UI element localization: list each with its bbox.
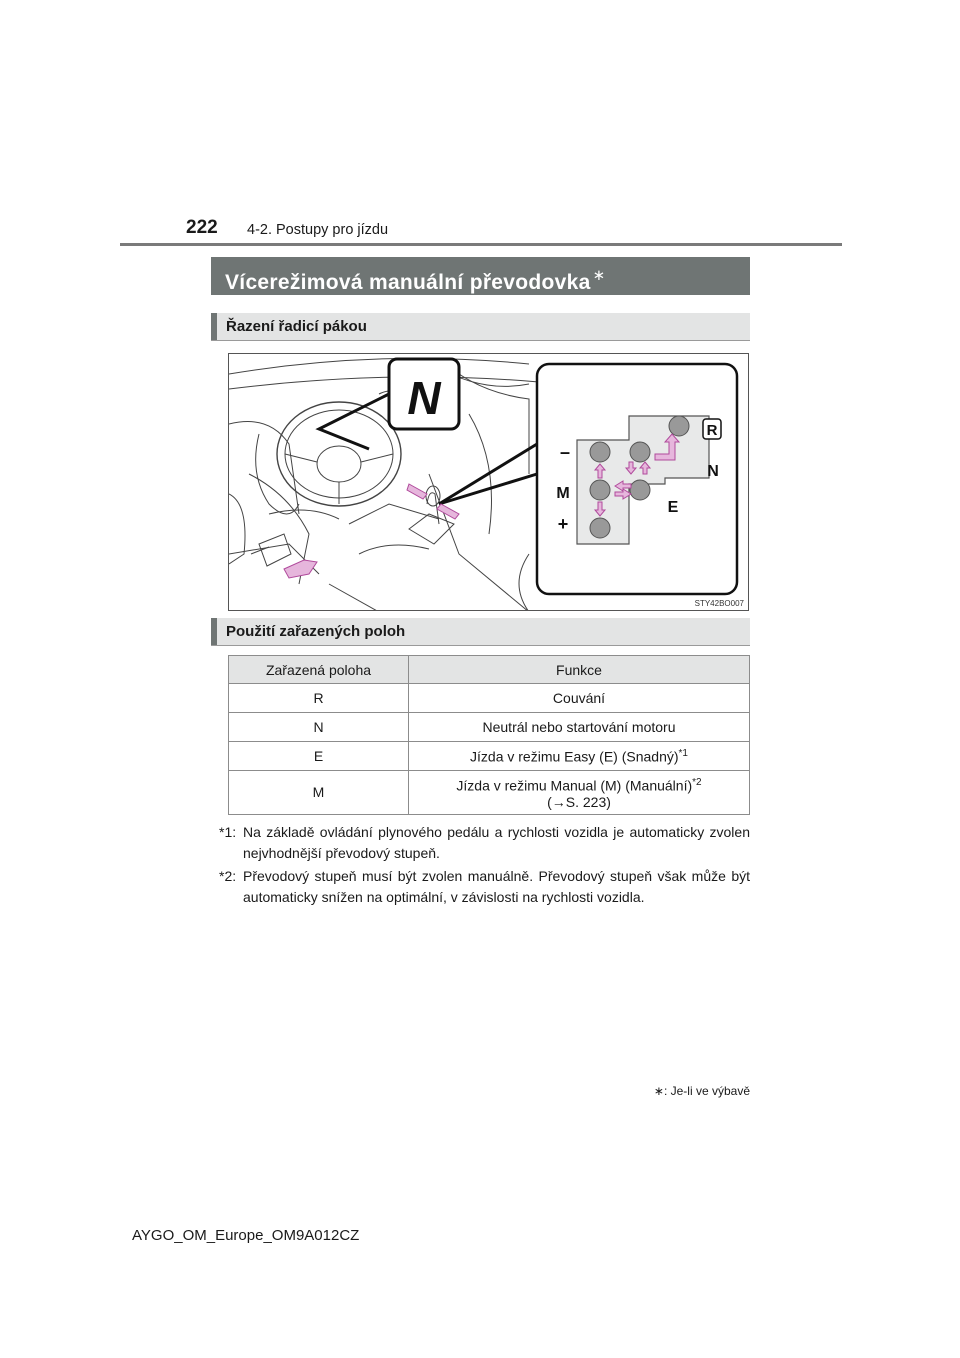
section-title: 4-2. Postupy pro jízdu (247, 222, 389, 238)
positions-table (228, 655, 750, 815)
cell-position: N (229, 713, 409, 742)
gate-label-e: E (667, 499, 679, 516)
shift-lever-illustration (228, 353, 749, 611)
column-header-function: Funkce (409, 656, 750, 684)
footnote-ref: *1 (678, 747, 688, 759)
function-text: Jízda v režimu Manual (M) (Manuální) (456, 777, 693, 794)
gate-label-r: R (706, 422, 718, 439)
cell-function-with-note (409, 771, 750, 815)
footnote-mark: *2: (219, 868, 237, 884)
gate-label-n: N (707, 463, 719, 480)
footnote-ref: *2 (692, 776, 702, 788)
illustration-drawing (229, 354, 749, 611)
footnote-mark: *1: (219, 824, 237, 840)
indicator-letter: N (407, 372, 441, 424)
column-header-position: Zařazená poloha (229, 656, 409, 684)
page-number: 222 (186, 217, 218, 238)
optional-marker: ∗ (592, 267, 606, 284)
cell-position: E (229, 742, 409, 771)
footnote-2 (219, 866, 750, 908)
page-reference: (→S. 223) (547, 794, 611, 811)
table-row (229, 713, 750, 742)
page-title-text: Vícerežimová manuální převodovka (225, 271, 591, 294)
page-title (211, 257, 750, 295)
cell-function-with-note (409, 742, 750, 771)
cell-position: M (229, 771, 409, 815)
footnote-text: Převodový stupeň musí být zvolen manuálně. Převodový stupeň však může být automaticky snížen na optimální, v závislosti na rychlosti vozidla. (243, 868, 750, 905)
table-row (229, 771, 750, 815)
function-text: Jízda v režimu Easy (E) (Snadný) (470, 748, 679, 765)
cell-position: R (229, 684, 409, 713)
table-row (229, 742, 750, 771)
subsection-heading-positions: Použití zařazených poloh (211, 618, 750, 646)
subsection-heading-shifting: Řazení řadicí pákou (211, 313, 750, 341)
gate-label-plus: + (557, 514, 569, 534)
footnote-text: Na základě ovládání plynového pedálu a rychlosti vozidla je automaticky zvolen nejvhodnější převodový stupeň. (243, 824, 750, 861)
table-row (229, 684, 750, 713)
availability-note: ∗: Je-li ve výbavě (653, 1084, 750, 1098)
cell-function: Neutrál nebo startování motoru (409, 713, 750, 742)
cell-function: Couvání (409, 684, 750, 713)
table-header-row (229, 656, 750, 684)
gate-label-minus: – (559, 442, 571, 462)
document-id: AYGO_OM_Europe_OM9A012CZ (132, 1227, 360, 1244)
header-divider (120, 243, 842, 246)
figure-code: STY42BO007 (694, 599, 744, 608)
gate-label-m: M (556, 485, 570, 502)
footnote-1 (219, 822, 750, 864)
